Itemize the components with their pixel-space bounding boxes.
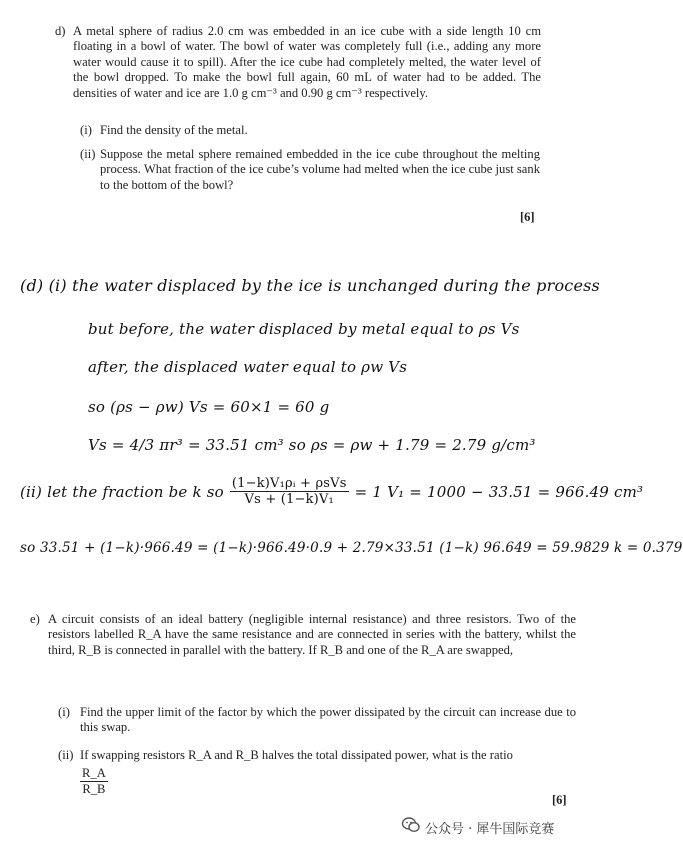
- part-e-q2-text: If swapping resistors R_A and R_B halves the total dissipated power, what is the ratio: [80, 748, 513, 762]
- part-e-ratio: [80, 766, 108, 797]
- handwritten-line-6a: (ii) let the fraction be k so: [20, 482, 224, 501]
- handwritten-fraction-numerator: (1−k)V₁ρᵢ + ρsVs: [231, 476, 347, 491]
- watermark: [402, 817, 554, 837]
- handwritten-line-3: after, the displaced water equal to ρw Vs: [88, 358, 408, 376]
- part-e-q2-label: (ii): [58, 748, 74, 762]
- part-e-stem: [30, 612, 576, 658]
- part-d-q2-label: (ii): [80, 147, 96, 161]
- part-e-q1: [58, 705, 576, 736]
- part-e-q1-text: Find the upper limit of the factor by which the power dissipated by the circuit can increase due to this swap.: [80, 705, 576, 735]
- handwritten-fraction-denominator: Vs + (1−k)V₁: [244, 492, 334, 507]
- wechat-icon: [402, 817, 420, 837]
- watermark-text: 公众号 · 犀牛国际竞赛: [425, 821, 555, 837]
- part-d-q2-text: Suppose the metal sphere remained embedded in the ice cube throughout the melting process. What fraction of the ice cube’s volume had melted when the ice cube just sank to the bottom of the bowl?: [100, 147, 540, 192]
- part-d-q1-text: Find the density of the metal.: [100, 123, 248, 137]
- handwritten-line-6: [20, 476, 643, 507]
- part-e-q1-label: (i): [58, 705, 70, 719]
- handwritten-fraction: [230, 476, 349, 507]
- handwritten-line-1: (d) (i) the water displaced by the ice is unchanged during the process: [20, 276, 600, 295]
- part-e-ratio-denominator: R_B: [82, 782, 106, 796]
- part-d-marks: [6]: [520, 210, 535, 224]
- part-e-label: e): [30, 612, 40, 626]
- part-d-stem: [55, 24, 541, 101]
- part-e-text: A circuit consists of an ideal battery (negligible internal resistance) and three resistors. Two of the resistors labelled R_A have the same resistance and are connected in series with the battery, whilst the third, R_B is connected in parallel with the battery. If R_B and one of the R_A are swapped,: [48, 612, 576, 657]
- handwritten-line-5: Vs = 4/3 πr³ = 33.51 cm³ so ρs = ρw + 1.79 = 2.79 g/cm³: [88, 436, 536, 454]
- handwritten-line-7: so 33.51 + (1−k)·966.49 = (1−k)·966.49·0.9 + 2.79×33.51 (1−k) 96.649 = 59.9829 k = 0.379: [20, 540, 683, 556]
- handwritten-line-4: so (ρs − ρw) Vs = 60×1 = 60 g: [88, 398, 330, 416]
- part-d-q1-label: (i): [80, 123, 92, 137]
- part-d-q1: [80, 123, 540, 138]
- handwritten-line-2: but before, the water displaced by metal equal to ρs Vs: [88, 320, 520, 338]
- part-e-marks: [6]: [552, 793, 567, 807]
- part-e-q2: [58, 748, 576, 763]
- part-d-text: A metal sphere of radius 2.0 cm was embedded in an ice cube with a side length 10 cm floating in a bowl of water. The bowl of water was completely full (i.e., adding any more water would cause it to spill). After the ice cube had completely melted, the water level of the bowl dropped. To make the bowl full again, 60 mL of water had to be added. The densities of water and ice are 1.0 g cm⁻³ and 0.90 g cm⁻³ respectively.: [73, 24, 541, 100]
- part-d-label: d): [55, 24, 66, 38]
- part-d-q2: [80, 147, 540, 193]
- handwritten-line-6b: = 1 V₁ = 1000 − 33.51 = 966.49 cm³: [354, 482, 644, 501]
- part-e-ratio-numerator: R_A: [82, 766, 106, 780]
